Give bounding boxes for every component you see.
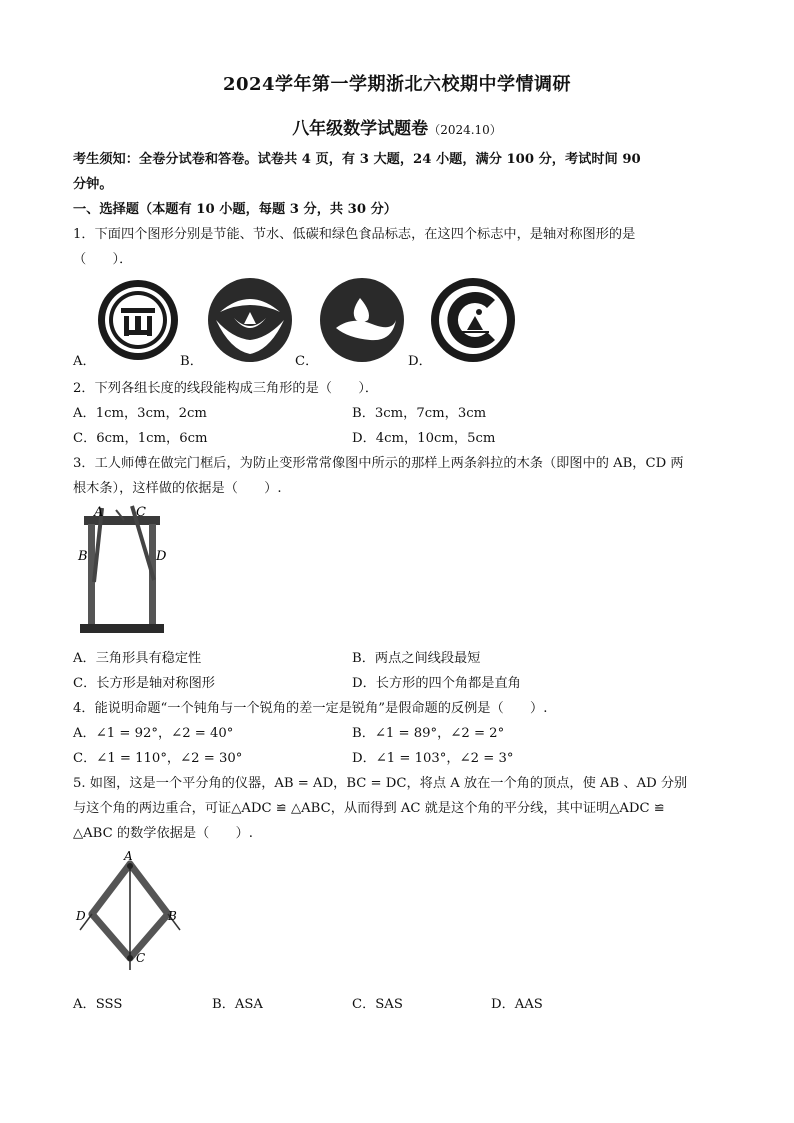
subtitle-text: 八年级数学试题卷 <box>292 119 429 139</box>
q2-option-d[interactable]: D．4cm，10cm，5cm <box>352 431 496 446</box>
q4-option-a[interactable]: A．∠1 = 92°，∠2 = 40° <box>73 726 234 741</box>
q1-stem-1: 1．下面四个图形分别是节能、节水、低碳和绿色食品标志，在这四个标志中，是轴对称图形的是 <box>73 227 636 242</box>
q3-door-frame-figure <box>72 502 172 640</box>
q5-option-d[interactable]: D．AAS <box>491 997 543 1012</box>
q5-stem-2: 与这个角的两边重合，可证△ADC ≌ △ABC，从而得到 AC 就是这个角的平分线，其中证明△ADC ≌ <box>73 801 665 816</box>
q4-option-d[interactable]: D．∠1 = 103°，∠2 = 3° <box>352 751 514 766</box>
subtitle-date: （2024.10） <box>428 123 502 137</box>
section-heading: 一、选择题（本题有 10 小题，每题 3 分，共 30 分） <box>73 202 397 217</box>
q4-option-b[interactable]: B．∠1 = 89°，∠2 = 2° <box>352 726 505 741</box>
q1-option-b[interactable]: B． <box>180 354 203 369</box>
q3-option-d[interactable]: D．长方形的四个角都是直角 <box>352 676 521 691</box>
q3-label-c: C <box>136 505 146 520</box>
q5-stem-3: △ABC 的数学依据是（ ）. <box>73 826 253 841</box>
q5-label-d: D <box>76 909 86 923</box>
q5-option-a[interactable]: A．SSS <box>73 997 123 1012</box>
notice-line-1: 考生须知：全卷分试卷和答卷。试卷共 4 页，有 3 大题，24 小题，满分 100 分，考试时间 90 <box>73 152 641 167</box>
q5-stem-1: 5. 如图，这是一个平分角的仪器，AB = AD，BC = DC，将点 A 放在一个角的顶点，使 AB 、AD 分别 <box>73 776 688 791</box>
q4-stem: 4．能说明命题“一个钝角与一个锐角的差一定是锐角”是假命题的反例是（ ）. <box>73 701 548 716</box>
water-saving-logo-icon <box>208 278 292 362</box>
exam-title: 2024学年第一学期浙北六校期中学情调研 <box>222 74 572 95</box>
green-food-logo-icon <box>431 278 515 362</box>
q2-option-c[interactable]: C．6cm，1cm，6cm <box>73 431 208 446</box>
q5-angle-bisector-figure <box>72 846 184 974</box>
q5-option-c[interactable]: C．SAS <box>352 997 403 1012</box>
q3-stem-2: 根木条），这样做的依据是（ ）. <box>73 481 282 496</box>
notice-line-2: 分钟。 <box>73 177 113 192</box>
q2-option-b[interactable]: B．3cm，7cm，3cm <box>352 406 487 421</box>
q2-option-a[interactable]: A．1cm，3cm，2cm <box>73 406 207 421</box>
q3-option-c[interactable]: C．长方形是轴对称图形 <box>73 676 215 691</box>
q2-stem: 2．下列各组长度的线段能构成三角形的是（ ）． <box>73 381 379 396</box>
q5-label-b: B <box>168 909 177 923</box>
q3-label-a: A <box>94 505 104 520</box>
q3-label-b: B <box>78 549 88 564</box>
q3-option-a[interactable]: A．三角形具有稳定性 <box>73 651 202 666</box>
q5-option-b[interactable]: B．ASA <box>212 997 263 1012</box>
q1-stem-2: （ ）． <box>73 252 133 267</box>
q5-label-c: C <box>136 951 146 965</box>
exam-subtitle <box>0 114 794 139</box>
q1-option-d[interactable]: D． <box>408 354 432 369</box>
low-carbon-logo-icon <box>320 278 404 362</box>
q1-option-c[interactable]: C． <box>295 354 319 369</box>
q3-option-b[interactable]: B．两点之间线段最短 <box>352 651 481 666</box>
q3-stem-1: 3．工人师傅在做完门框后，为防止变形常常像图中所示的那样上两条斜拉的木条（即图中的 AB，CD 两 <box>73 456 684 471</box>
q5-label-a: A <box>124 849 133 863</box>
q1-option-a[interactable]: A． <box>73 354 96 369</box>
energy-saving-logo-icon <box>98 280 178 360</box>
q4-option-c[interactable]: C．∠1 = 110°，∠2 = 30° <box>73 751 243 766</box>
q3-label-d: D <box>156 549 167 564</box>
